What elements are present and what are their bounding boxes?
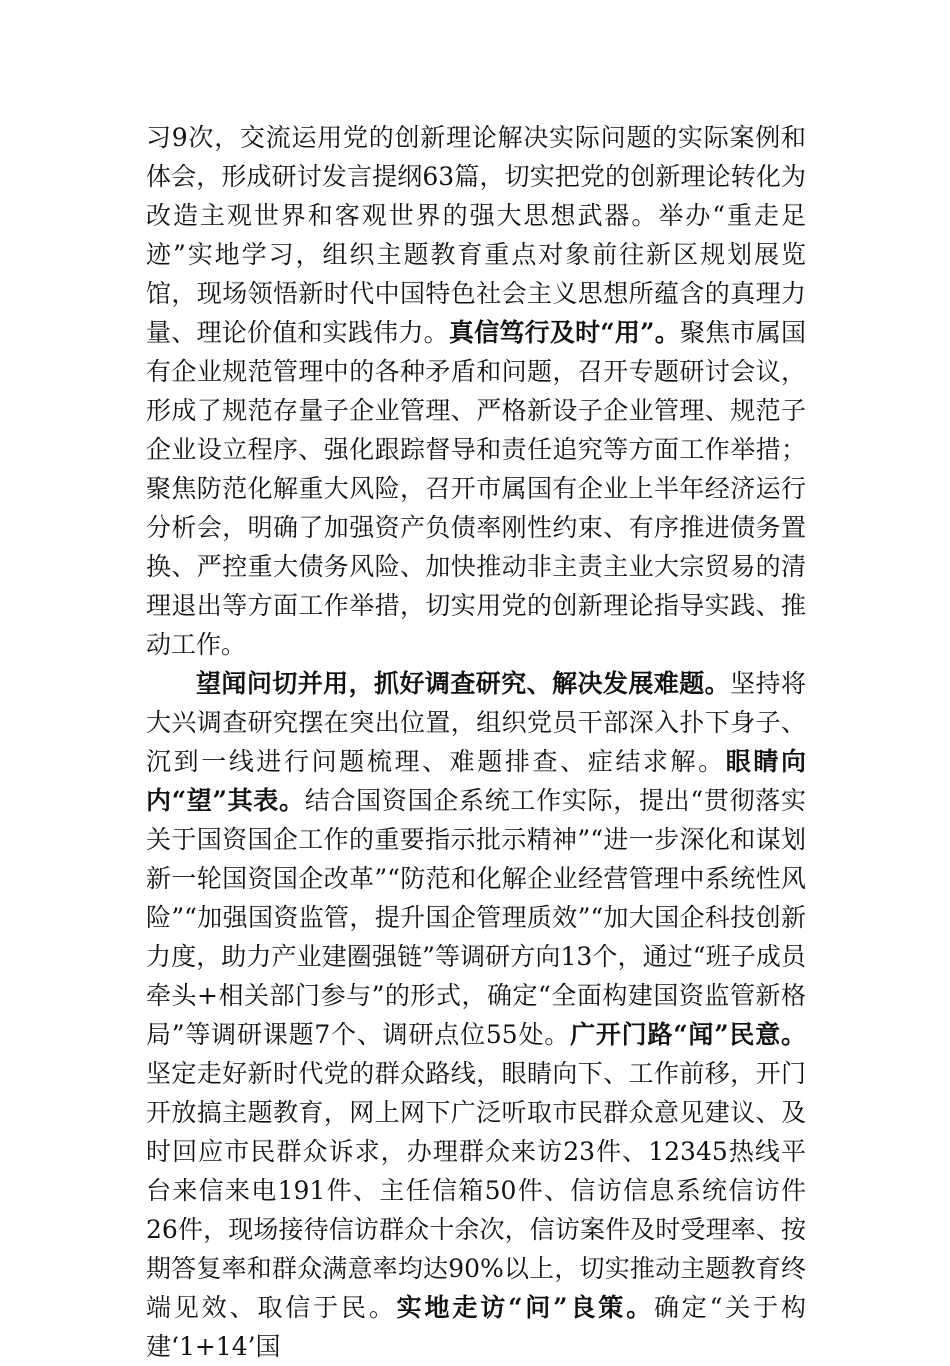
document-page <box>146 118 806 1366</box>
bold-heading-look: 眼睛向内“望”其表。 <box>146 747 806 815</box>
paragraph-2 <box>146 664 806 1366</box>
bold-heading-ask: 实地走访“问”良策。 <box>396 1293 654 1322</box>
body-text: 聚焦市属国有企业规范管理中的各种矛盾和问题，召开专题研讨会议，形成了规范存量子企业管理、严格新设子企业管理、规范子企业设立程序、强化跟踪督导和责任追究等方面工作举措；聚焦防范化解重大风险，召开市属国有企业上半年经济运行分析会，明确了加强资产负债率刚性约束、有序推进债务置换、严控重大债务风险、加快推动非主责主业大宗贸易的清理退出等方面工作举措，切实用党的创新理论指导实践、推动工作。 <box>146 318 806 659</box>
bold-heading-listen: 广开门路“闻”民意。 <box>570 1020 807 1049</box>
body-text: 坚定走好新时代党的群众路线，眼睛向下、工作前移，开门开放搞主题教育，网上网下广泛听取市民群众意见建议、及时回应市民群众诉求，办理群众来访23件、12345热线平台来信来电191件、主任信箱50件、信访信息系统信访件26件，现场接待信访群众十余次，信访案件及时受理率、按期答复率和群众满意率均达90%以上，切实推动主题教育终端见效、取信于民。 <box>146 1059 806 1322</box>
section-heading: 望闻问切并用，抓好调查研究、解决发展难题。 <box>196 669 731 698</box>
bold-heading-use: 真信笃行及时“用”。 <box>448 318 681 347</box>
paragraph-1 <box>146 118 806 664</box>
body-text: 确定“关于构建‘1+14’国 <box>146 1293 806 1361</box>
body-text: 坚持将大兴调查研究摆在突出位置，组织党员干部深入扑下身子、沉到一线进行问题梳理、难题排查、症结求解。 <box>146 669 806 776</box>
body-text: 结合国资国企系统工作实际，提出“贯彻落实关于国资国企工作的重要指示批示精神”“进一步深化和谋划新一轮国资国企改革”“防范和化解企业经营管理中系统性风险”“加强国资监管，提升国企管理质效”“加大国企科技创新力度，助力产业建圈强链”等调研方向13个，通过“班子成员牵头+相关部门参与”的形式，确定“全面构建国资监管新格局”等调研课题7个、调研点位55处。 <box>146 786 806 1049</box>
body-text: 习9次，交流运用党的创新理论解决实际问题的实际案例和体会，形成研讨发言提纲63篇，切实把党的创新理论转化为改造主观世界和客观世界的强大思想武器。举办“重走足迹”实地学习，组织主题教育重点对象前往新区规划展览馆，现场领悟新时代中国特色社会主义思想所蕴含的真理力量、理论价值和实践伟力。 <box>146 123 806 347</box>
